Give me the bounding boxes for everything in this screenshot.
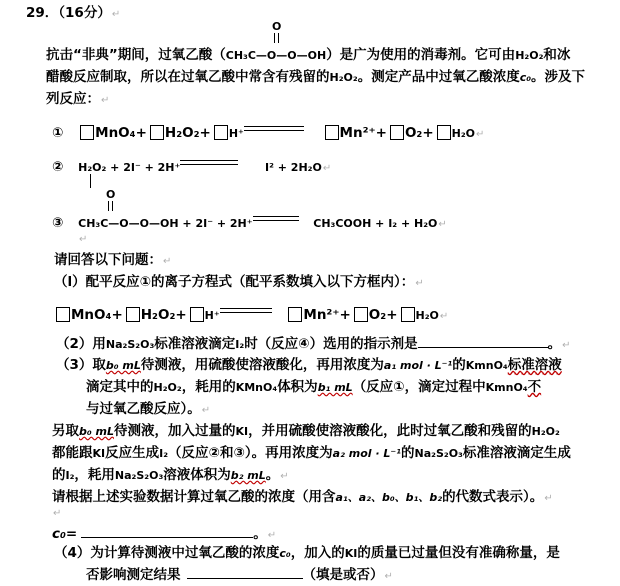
ask-line: 请回答以下问题：↵: [54, 252, 172, 268]
intro-line-3: 列反应：↵: [46, 91, 110, 107]
carbonyl-o-mark: O: [272, 20, 282, 33]
coef-box[interactable]: [56, 307, 70, 322]
coef-box[interactable]: [437, 125, 451, 140]
question-4-line-2: 否影响测定结果 （填是或否）↵: [86, 567, 393, 583]
procedure-line-3: 的I₂，耗用Na₂S₂O₃溶液体积为b₂ mL。↵: [52, 467, 289, 483]
coef-box[interactable]: [150, 125, 164, 140]
coef-box[interactable]: [401, 307, 415, 322]
double-bond-line: [112, 201, 113, 211]
question-2: （2）用Na₂S₂O₃标准溶液滴定I₂时（反应④）选用的指示剂是 。↵: [56, 336, 571, 352]
reaction-2: ② H₂O₂ + 2I⁻ + 2H⁺ I² + 2H₂O↵: [52, 159, 332, 175]
equals-sign: [244, 125, 304, 135]
question-4-line-1: （4）为计算待测液中过氧乙酸的浓度c₀，加入的KI的质量已过量但没有准确称量，是: [54, 545, 560, 561]
calc-instruction: 请根据上述实验数据计算过氧乙酸的浓度（用含a₁、a₂、b₀、b₁、b₂的代数式表示）。↵: [52, 489, 553, 505]
coef-box[interactable]: [190, 307, 204, 322]
coef-box[interactable]: [126, 307, 140, 322]
c0-answer-line: c₀= 。↵: [52, 526, 277, 542]
return-mark-icon: ↵: [111, 9, 121, 20]
double-bond-line: [278, 33, 279, 43]
question-3-line-2: 滴定其中的H₂O₂，耗用的KMnO₄体积为b₁ mL（反应①，滴定过程中KmnO₄不: [86, 379, 542, 395]
double-bond-line: [274, 33, 275, 43]
intro-line-2: 醋酸反应制取，所以在过氧乙酸中常含有残留的H₂O₂。测定产品中过氧乙酸浓度c₀。涉及下: [46, 69, 586, 85]
coef-box[interactable]: [214, 125, 228, 140]
carbonyl-o-mark: O: [106, 188, 116, 201]
equals-sign: [220, 307, 272, 317]
question-3-line-3: 与过氧乙酸反应）。↵: [86, 401, 211, 417]
double-bond-line: [108, 201, 109, 211]
procedure-line-2: 都能跟KI反应生成I₂（反应②和③）。再用浓度为a₂ mol · L⁻¹的Na₂S₂O₃标准溶液滴定生成: [52, 445, 571, 461]
return-mark-icon: ↵: [79, 234, 88, 245]
question-1: （l）配平反应①的离子方程式（配平系数填入以下方框内）：↵: [54, 274, 424, 290]
return-mark-icon: ↵: [53, 508, 62, 519]
coef-box[interactable]: [390, 125, 404, 140]
answer-blank[interactable]: [187, 565, 303, 579]
coef-box[interactable]: [354, 307, 368, 322]
coef-box[interactable]: [288, 307, 302, 322]
procedure-line-1: 另取b₀ mL待测液，加入过量的KI，并用硫酸使溶液酸化，此时过氧乙酸和残留的H₂O₂: [52, 423, 560, 439]
question-3-line-1: （3）取b₀ mL待测液，用硫酸使溶液酸化，再用浓度为a₁ mol · L⁻¹的KmnO₄标准溶液: [56, 357, 562, 373]
cursor-mark: [90, 174, 91, 188]
equals-sign: [180, 159, 238, 169]
coef-box[interactable]: [80, 125, 94, 140]
reaction-1: ① MnO₄+ H₂O₂+ H⁺ Mn²⁺+ O₂+ H₂O↵: [52, 125, 485, 141]
answer-blank[interactable]: [418, 334, 548, 348]
question-title: 29．（16分）↵: [26, 5, 121, 21]
c0-answer-blank[interactable]: [81, 524, 253, 538]
coef-box[interactable]: [325, 125, 339, 140]
reaction-3: ③ CH₃C—O—O—OH + 2I⁻ + 2H⁺ CH₃COOH + I₂ + H₂O↵: [52, 215, 447, 231]
blank-equation: MnO₄+ H₂O₂+ H⁺ Mn²⁺+ O₂+ H₂O↵: [56, 306, 448, 326]
equals-sign: [253, 215, 299, 225]
intro-line-1: 抗击“非典”期间，过氧乙酸（CH₃C—O—O—OH）是广为使用的消毒剂。它可由H₂O₂和冰: [46, 47, 571, 63]
